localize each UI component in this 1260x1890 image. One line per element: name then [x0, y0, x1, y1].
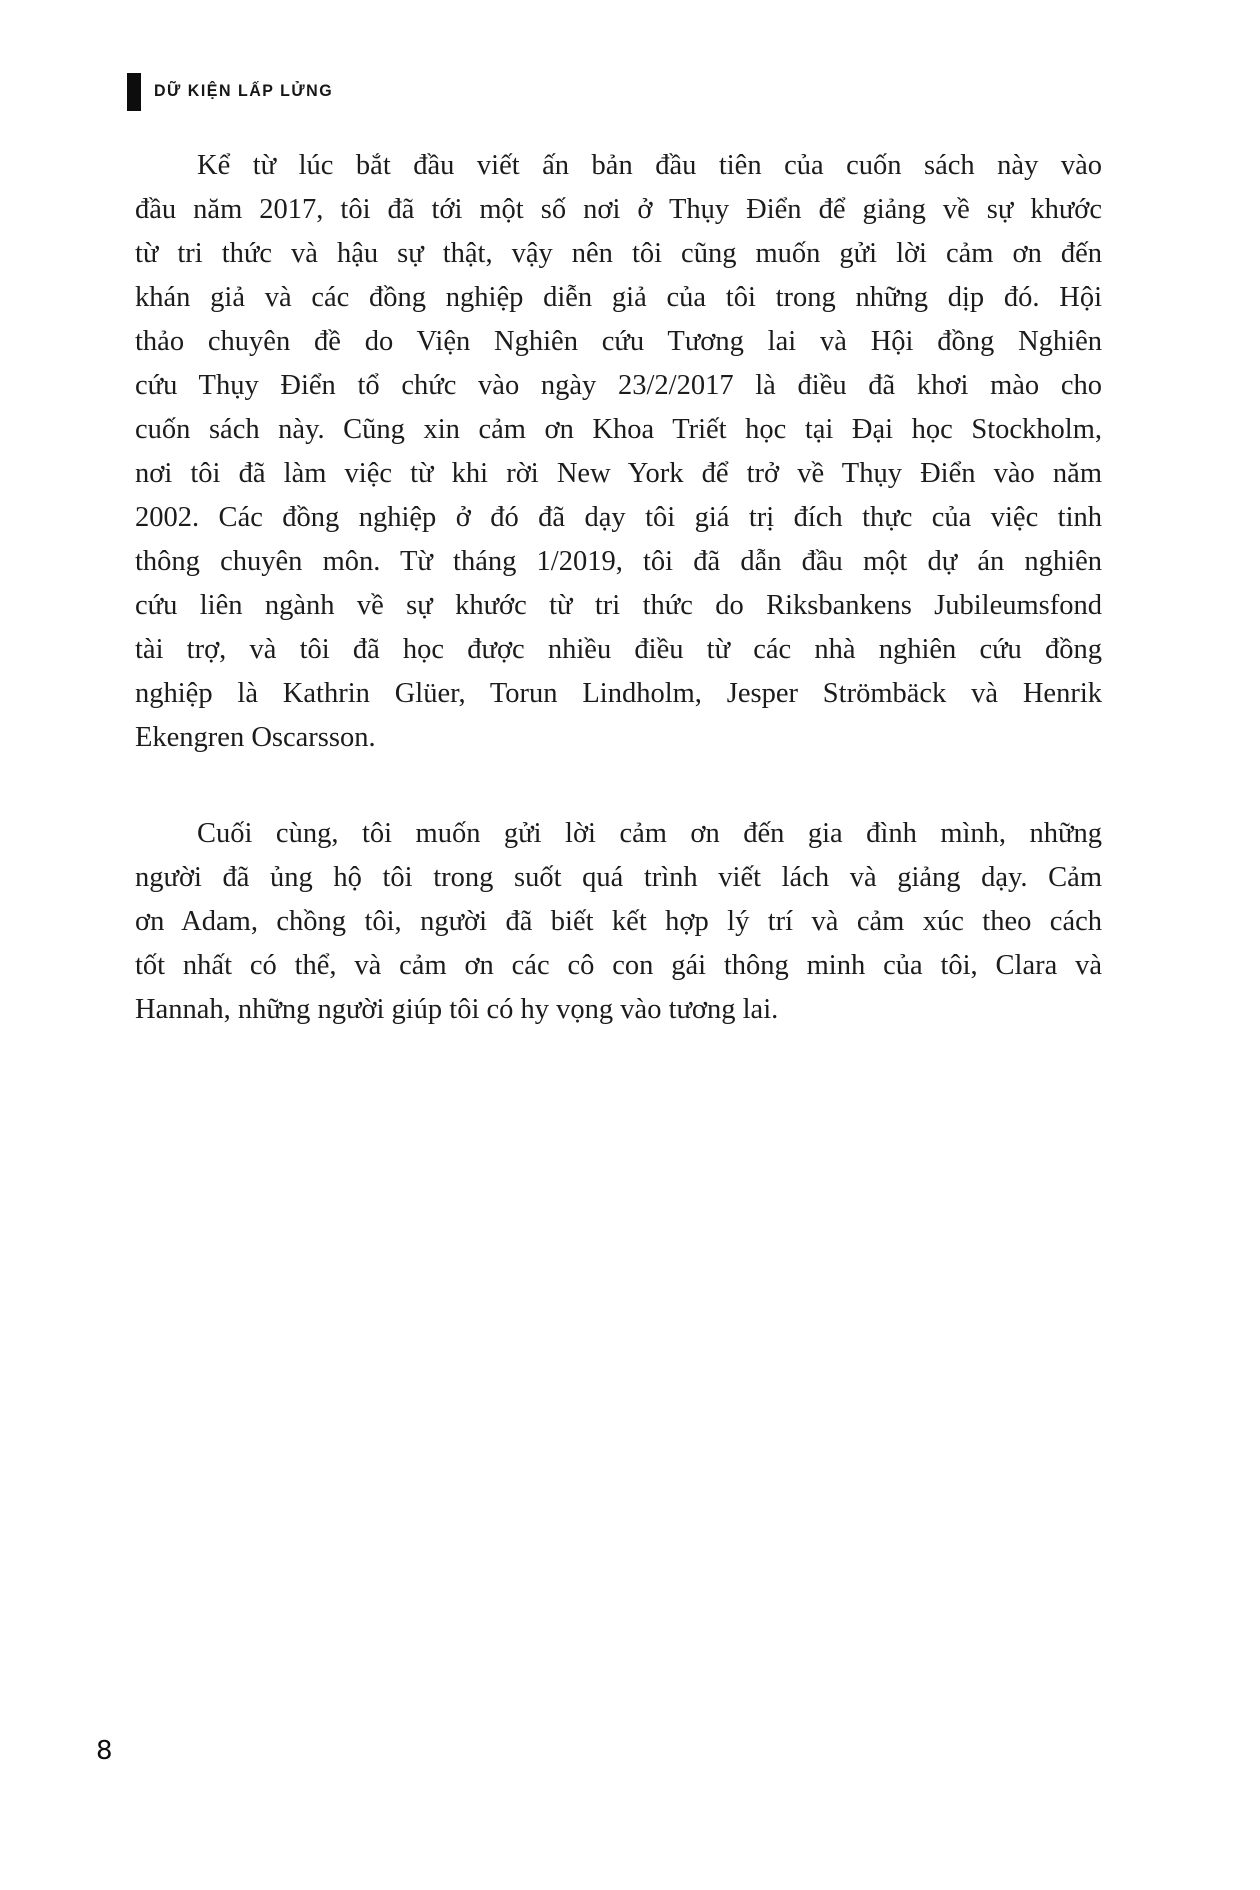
- text-line: Cuối cùng, tôi muốn gửi lời cảm ơn đến gia đình mình, những: [197, 818, 1102, 849]
- text-line: từ tri thức và hậu sự thật, vậy nên tôi cũng muốn gửi lời cảm ơn đến: [135, 238, 1102, 269]
- text-line: nghiệp là Kathrin Glüer, Torun Lindholm, Jesper Strömbäck và Henrik: [135, 678, 1102, 709]
- text-line: Ekengren Oscarsson.: [135, 722, 376, 753]
- text-line: tốt nhất có thể, và cảm ơn các cô con gái thông minh của tôi, Clara và: [135, 950, 1102, 981]
- text-line: đầu năm 2017, tôi đã tới một số nơi ở Thụy Điển để giảng về sự khước: [135, 194, 1102, 225]
- header-bar-icon: [127, 73, 141, 111]
- text-line: nơi tôi đã làm việc từ khi rời New York để trở về Thụy Điển vào năm: [135, 458, 1102, 489]
- text-line: khán giả và các đồng nghiệp diễn giả của tôi trong những dịp đó. Hội: [135, 282, 1102, 313]
- text-line: thảo chuyên đề do Viện Nghiên cứu Tương lai và Hội đồng Nghiên: [135, 326, 1102, 357]
- page-number: 8: [96, 1736, 113, 1766]
- text-line: cứu liên ngành về sự khước từ tri thức do Riksbankens Jubileumsfond: [135, 590, 1102, 621]
- text-block: [135, 144, 1102, 1032]
- text-line: thông chuyên môn. Từ tháng 1/2019, tôi đã dẫn đầu một dự án nghiên: [135, 546, 1102, 577]
- text-line: 2002. Các đồng nghiệp ở đó đã dạy tôi giá trị đích thực của việc tinh: [135, 502, 1102, 533]
- text-line: cuốn sách này. Cũng xin cảm ơn Khoa Triết học tại Đại học Stockholm,: [135, 414, 1102, 445]
- text-line: cứu Thụy Điển tổ chức vào ngày 23/2/2017 là điều đã khơi mào cho: [135, 370, 1102, 401]
- running-title: DỮ KIỆN LẤP LỬNG: [154, 82, 334, 101]
- text-line: Kể từ lúc bắt đầu viết ấn bản đầu tiên của cuốn sách này vào: [197, 150, 1102, 181]
- paragraph: [135, 812, 1102, 1032]
- text-line: người đã ủng hộ tôi trong suốt quá trình viết lách và giảng dạy. Cảm: [135, 862, 1102, 893]
- text-line: tài trợ, và tôi đã học được nhiều điều từ các nhà nghiên cứu đồng: [135, 634, 1102, 665]
- paragraph: [135, 144, 1102, 760]
- text-line: Hannah, những người giúp tôi có hy vọng vào tương lai.: [135, 994, 779, 1025]
- text-line: ơn Adam, chồng tôi, người đã biết kết hợp lý trí và cảm xúc theo cách: [135, 906, 1102, 937]
- running-header: [127, 73, 333, 111]
